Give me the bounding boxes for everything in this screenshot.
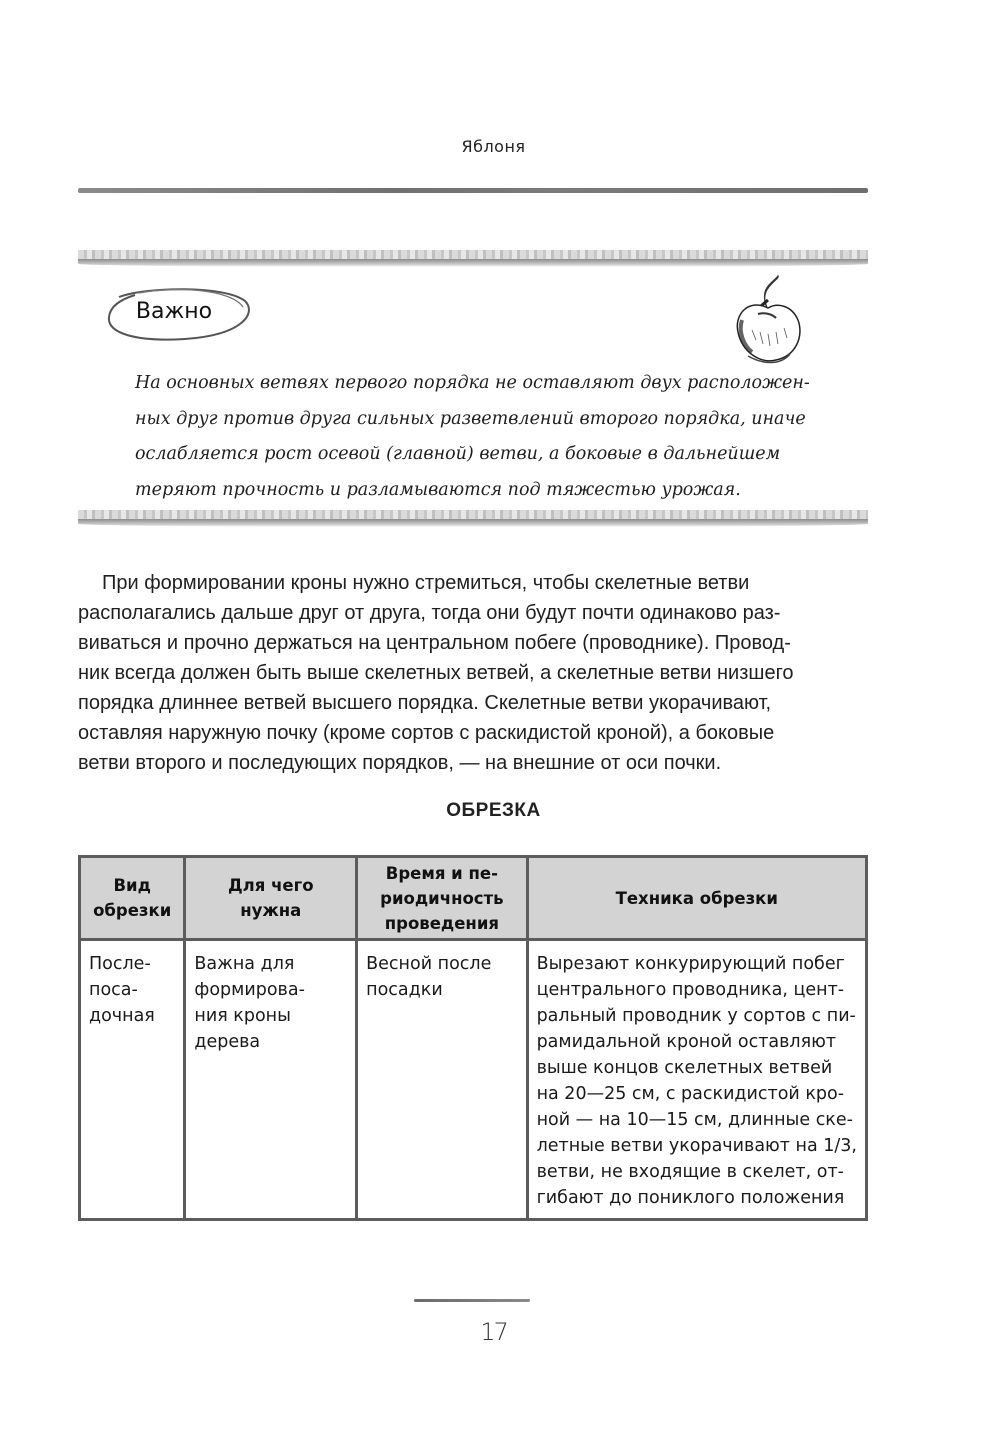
header-cell-timing: Время и пе- риодичность проведения: [357, 857, 527, 940]
pruning-table: [78, 855, 868, 1221]
paragraph-line: ветви второго и последующих порядков, — на внешние от оси почки.: [78, 752, 722, 774]
cell-purpose: Важна для формирова- ния кроны дерева: [185, 940, 357, 1220]
cell-technique: Вырезают конкурирующий побег центрального проводника, цент- ральный проводник у сортов с пи- рамидальной кроной оставляют выше концов скелетных ветвей на 20—25 см, с раскидистой кро- ной — на 10—15 см, длинные ске- летные ветви укорачивают на 1/3, ветви, не входящие в скелет, от- гибают до пониклого положения: [527, 940, 866, 1220]
paragraph-line: оставляя наружную почку (кроме сортов с раскидистой кроной), а боковые: [78, 722, 775, 744]
important-note-text: [135, 366, 875, 508]
paragraph-line: ник всегда должен быть выше скелетных ветвей, а скелетные ветви низшего: [78, 662, 794, 684]
important-label: Важно: [135, 299, 213, 324]
paragraph-line: При формировании кроны нужно стремиться, чтобы скелетные ветви: [102, 572, 750, 594]
note-line: ных друг против друга сильных разветвлений второго порядка, иначе: [135, 408, 806, 429]
header-cell-technique: Техника обрезки: [527, 857, 866, 940]
header-cell-purpose: Для чего нужна: [185, 857, 357, 940]
header-rule: [78, 188, 868, 193]
body-paragraph: [78, 568, 868, 778]
table-row: [80, 940, 867, 1220]
note-line: теряют прочность и разламываются под тяжестью урожая.: [135, 479, 741, 500]
note-line: На основных ветвях первого порядка не оставляют двух расположен-: [135, 373, 810, 393]
cell-type: После- поса- дочная: [80, 940, 185, 1220]
table-title: ОБРЕЗКА: [446, 800, 541, 821]
table-header-row: [80, 857, 867, 940]
paragraph-line: располагались дальше друг от друга, тогда они будут почти одинаково раз-: [78, 602, 781, 624]
paragraph-line: виваться и прочно держаться на центральном побеге (проводнике). Провод-: [78, 632, 791, 654]
cell-timing: Весной после посадки: [357, 940, 527, 1220]
paragraph-line: порядка длиннее ветвей высшего порядка. Скелетные ветви укорачивают,: [78, 692, 772, 714]
page-number: 17: [480, 1318, 507, 1346]
running-head: Яблоня: [461, 137, 526, 156]
note-bottom-brush-divider: [78, 508, 868, 530]
header-cell-type: Вид обрезки: [80, 857, 185, 940]
important-badge: [105, 285, 255, 343]
note-top-brush-divider: [78, 248, 868, 270]
apple-icon: [728, 270, 808, 370]
footer-rule: [414, 1299, 530, 1302]
note-line: ослабляется рост осевой (главной) ветви, а боковые в дальнейшем: [135, 444, 781, 464]
